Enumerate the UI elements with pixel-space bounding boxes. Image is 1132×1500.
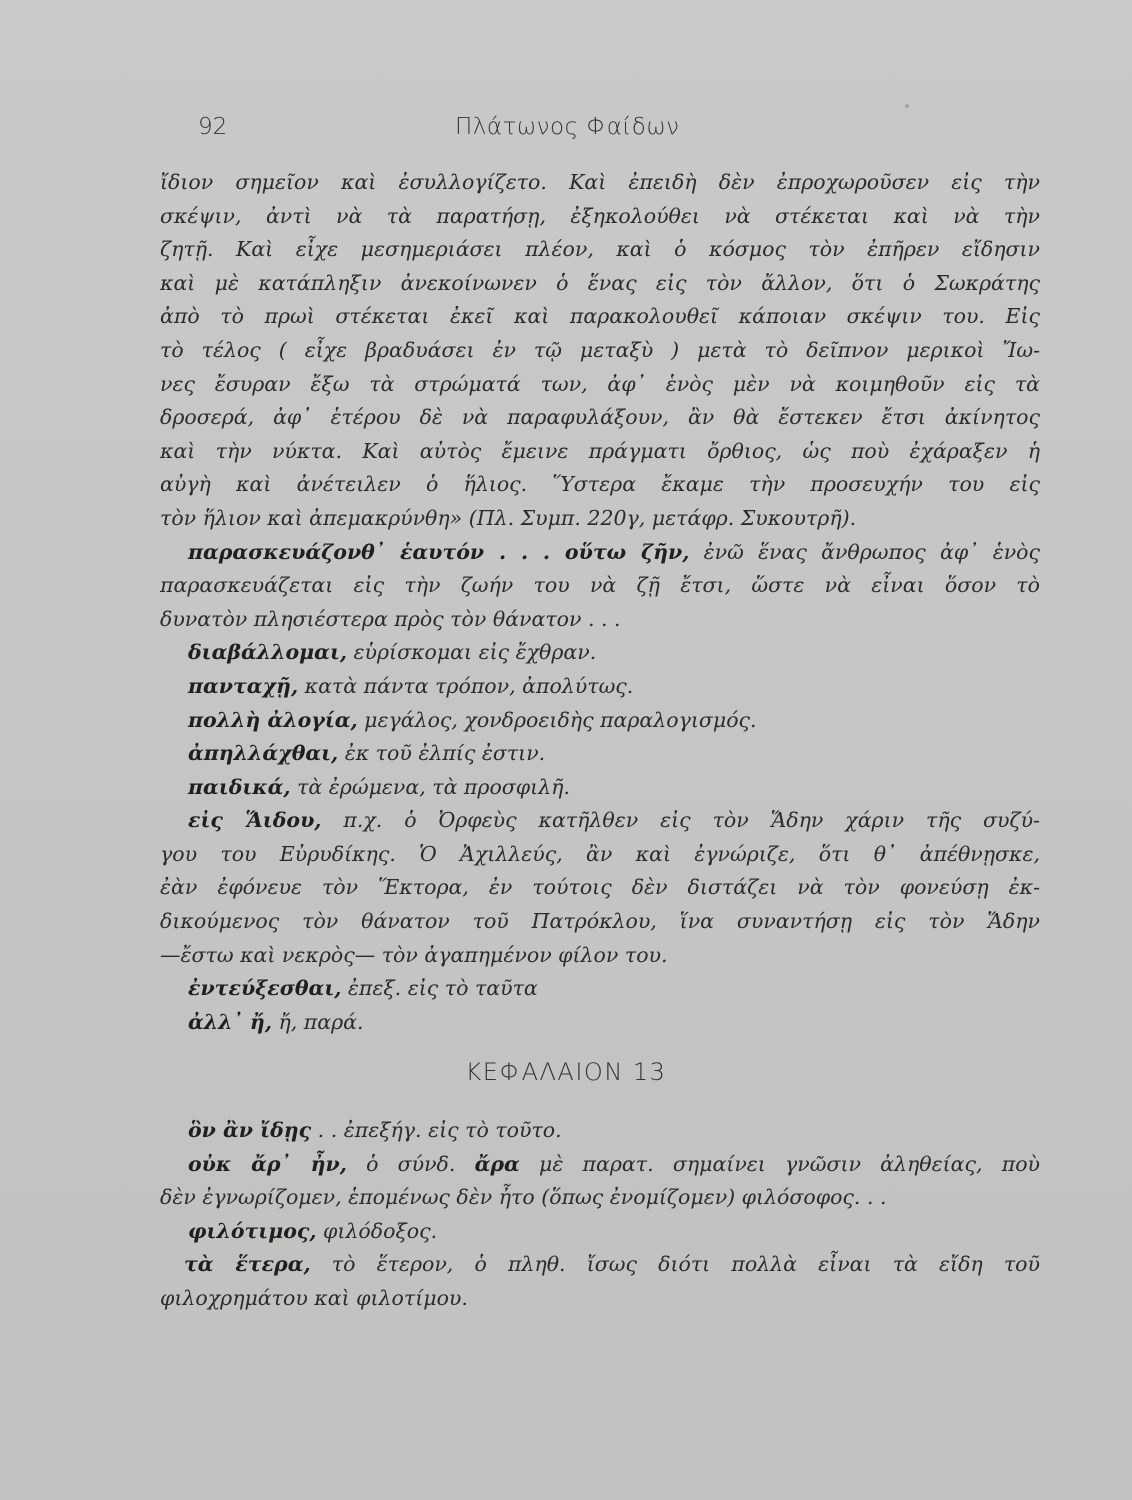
gloss-lemma: εἰς Ἅιδου, [188, 808, 322, 833]
chapter-heading: ΚΕΦΑΛΑΙΟΝ 13 [465, 1058, 667, 1086]
gloss-entry [160, 1114, 1040, 1148]
running-title: Πλάτωνος Φαίδων [455, 114, 680, 140]
text-line: ἐὰν ἐφόνευε τὸν Ἕκτορα, ἐν τούτοις δὲν διστάζει νὰ τὸν φονεύσῃ ἐκ- [160, 875, 1040, 900]
text-line: ζητῇ. Καὶ εἶχε μεσημεριάσει πλέον, καὶ ὁ κόσμος τὸν ἐπῆρεν εἴδησιν [160, 237, 1040, 262]
gloss-entry [160, 536, 1040, 570]
text-line: δυνατὸν πλησιέστερα πρὸς τὸν θάνατον . . . [160, 606, 621, 631]
text-line: καὶ τὴν νύκτα. Καὶ αὐτὸς ἔμεινε πράγματι ὄρθιος, ὡς ποὺ ἐχάραξεν ἡ [160, 438, 1040, 463]
gloss-entry [160, 704, 1040, 738]
gloss-text: ὁ σύνδ. [346, 1151, 475, 1176]
gloss-entry [160, 636, 1040, 670]
page-number: 92 [198, 114, 228, 140]
gloss-lemma: παιδικά, [188, 774, 291, 799]
commentary-text [160, 166, 1040, 1039]
gloss-entry [160, 804, 1040, 838]
gloss-text: μεγάλος, χονδροειδὴς παραλογισμός. [357, 707, 757, 732]
text-line: αὐγὴ καὶ ἀνέτειλεν ὁ ἥλιος. Ὕστερα ἔκαμε τὴν προσευχήν του εἰς [160, 472, 1040, 497]
text-line: ἀπὸ τὸ πρωὶ στέκεται ἐκεῖ καὶ παρακολουθεῖ κάποιαν σκέψιν του. Εἰς [160, 304, 1040, 329]
text-line: νες ἔσυραν ἔξω τὰ στρώματά των, ἀφ᾿ ἑνὸς μὲν νὰ κοιμηθοῦν εἰς τὰ [160, 371, 1040, 396]
chapter-commentary [160, 1114, 1040, 1316]
gloss-lemma: πολλὴ ἀλογία, [188, 707, 358, 732]
gloss-text: ἐνῶ ἕνας ἄνθρωπος ἀφ᾿ ἑνὸς [689, 539, 1040, 564]
running-head [0, 108, 1132, 148]
gloss-text: π.χ. ὁ Ὀρφεὺς κατῆλθεν εἰς τὸν Ἅδην χάριν τῆς συζύ- [321, 808, 1040, 833]
gloss-text: μὲ παρατ. σημαίνει γνῶσιν ἀληθείας, ποὺ [519, 1151, 1040, 1176]
gloss-lemma: ἄρα [474, 1151, 520, 1176]
text-line: καὶ μὲ κατάπληξιν ἀνεκοίνωνεν ὁ ἕνας εἰς τὸν ἄλλον, ὅτι ὁ Σωκράτης [160, 270, 1040, 295]
gloss-text: κατὰ πάντα τρόπον, ἀπολύτως. [298, 673, 634, 698]
gloss-entry [160, 1148, 1040, 1182]
text-line: δικούμενος τὸν θάνατον τοῦ Πατρόκλου, ἵνα συναντήσῃ εἰς τὸν Ἅδην [160, 909, 1040, 934]
gloss-lemma: ἀλλ᾿ ἤ, [188, 1009, 272, 1034]
gloss-entry [160, 972, 1040, 1006]
gloss-entry [160, 670, 1040, 704]
gloss-entry [160, 1248, 1040, 1282]
text-line: σκέψιν, ἀντὶ νὰ τὰ παρατήσῃ, ἐξηκολούθει νὰ στέκεται καὶ νὰ τὴν [160, 203, 1040, 228]
gloss-text: . . ἐπεξήγ. εἰς τὸ τοῦτο. [311, 1118, 562, 1142]
gloss-text: τὸ ἕτερον, ὁ πληθ. ἴσως διότι πολλὰ εἶναι τὰ εἴδη τοῦ [310, 1252, 1040, 1277]
gloss-text: ἐκ τοῦ ἐλπίς ἐστιν. [338, 741, 546, 766]
gloss-text: ἐπεξ. εἰς τὸ ταῦτα [341, 976, 538, 1001]
text-line: φιλοχρημάτου καὶ φιλοτίμου. [160, 1285, 468, 1310]
gloss-lemma: τὰ ἕτερα, [184, 1252, 311, 1277]
gloss-entry [160, 737, 1040, 771]
text-line: δὲν ἐγνωρίζομεν, ἑπομένως δὲν ἦτο (ὅπως ἐνομίζομεν) φιλόσοφος. . . [160, 1185, 887, 1210]
gloss-lemma: διαβάλλομαι, [188, 640, 348, 665]
gloss-lemma: ἀπηλλάχθαι, [188, 741, 339, 766]
text-line: ἴδιον σημεῖον καὶ ἐσυλλογίζετο. Καὶ ἐπειδὴ δὲν ἐπροχωροῦσεν εἰς τὴν [160, 170, 1040, 194]
text-line: τὸν ἥλιον καὶ ἀπεμακρύνθη» (Πλ. Συμπ. 220γ, μετάφρ. Συκουτρῆ). [160, 505, 857, 530]
gloss-entry [160, 1006, 1040, 1040]
gloss-lemma: πανταχῇ, [188, 673, 299, 698]
gloss-entry [160, 1215, 1040, 1249]
gloss-text: ἤ, παρά. [271, 1009, 364, 1034]
text-line: —ἔστω καὶ νεκρὸς— τὸν ἀγαπημένον φίλον του. [160, 942, 668, 967]
text-line: παρασκευάζεται εἰς τὴν ζωήν του νὰ ζῇ ἔτσι, ὥστε νὰ εἶναι ὅσον τὸ [160, 573, 1040, 598]
gloss-text: τὰ ἐρώμενα, τὰ προσφιλῆ. [290, 774, 570, 799]
gloss-lemma: φιλότιμος, [188, 1218, 317, 1243]
gloss-lemma: ἐντεύξεσθαι, [188, 976, 342, 1001]
gloss-entry [160, 771, 1040, 805]
gloss-text: εὑρίσκομαι εἰς ἔχθραν. [347, 640, 597, 665]
gloss-lemma: παρασκευάζονθ᾿ ἑαυτόν . . . οὕτω ζῆν, [188, 539, 690, 564]
text-line: δροσερά, ἀφ᾿ ἑτέρου δὲ νὰ παραφυλάξουν, ἂν θὰ ἔστεκεν ἔτσι ἀκίνητος [160, 405, 1040, 430]
gloss-lemma: ὃν ἂν ἴδῃς [188, 1118, 312, 1142]
gloss-text: φιλόδοξος. [316, 1218, 438, 1243]
text-line: τὸ τέλος ( εἶχε βραδυάσει ἐν τῷ μεταξὺ ) μετὰ τὸ δεῖπνον μερικοὶ Ἴω- [160, 337, 1040, 362]
gloss-lemma: οὐκ ἄρ᾿ ἦν, [188, 1151, 347, 1176]
text-line: γου του Εὐρυδίκης. Ὁ Ἀχιλλεύς, ἂν καὶ ἐγνώριζε, ὅτι θ᾿ ἀπέθνῃσκε, [160, 841, 1040, 866]
